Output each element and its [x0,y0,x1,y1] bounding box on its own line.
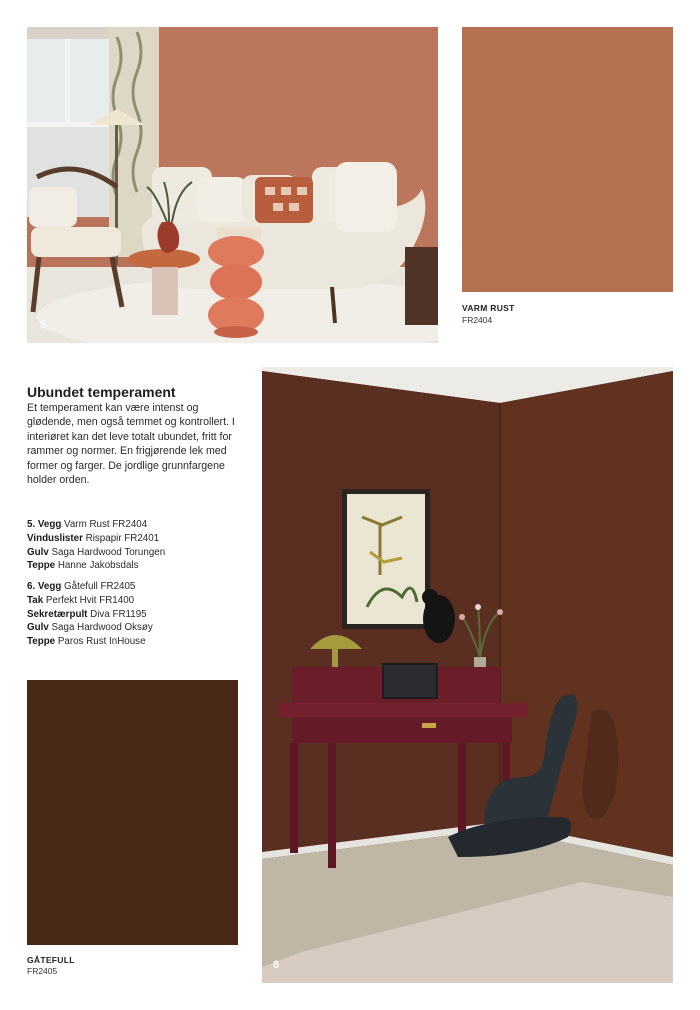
credits-photo-6 [27,580,247,649]
credit-value: Rispapir FR2401 [85,532,160,544]
color-swatch-varm-rust [462,27,673,292]
swatch-code: FR2405 [27,966,58,976]
credit-value: Hanne Jakobsdals [57,560,139,572]
photo-number: 6 [273,959,280,971]
color-swatch-gatefull [27,680,238,945]
swatch-code: FR2404 [462,315,493,325]
credit-line [27,594,247,608]
credit-line [27,635,247,649]
swatch-name: VARM RUST [462,303,515,313]
office-illustration [262,367,673,983]
credit-label: Gulv [27,622,49,634]
credit-value: Paros Rust InHouse [57,636,146,648]
office-photo [262,367,673,983]
credit-value: Gåtefull FR2405 [64,581,136,592]
living-room-illustration [27,27,438,343]
credit-label: 5. Vegg [27,519,62,530]
article-title: Ubundet temperament [27,384,176,400]
credit-line [27,546,247,560]
credit-line [27,518,247,532]
credit-line [27,580,247,594]
living-room-photo [27,27,438,343]
credit-value: Saga Hardwood Torungen [51,546,166,558]
article-body: Et temperament kan være intenst og glødende, men også temmet og kontrollert. I interiøret kan det leve totalt ubundet, fritt for rammer og normer. En frigjørende lek med former og farger. De jordlige grunnfargene holder orden. [27,402,235,487]
credit-line [27,532,247,546]
credit-label: Gulv [27,546,49,558]
credit-value: Saga Hardwood Oksøy [51,622,153,634]
photo-number: 5 [40,319,47,331]
credit-line [27,559,247,573]
credit-line [27,608,247,622]
credit-value: Diva FR1195 [90,608,147,620]
credit-value: Perfekt Hvit FR1400 [45,594,135,606]
credit-label: Tak [27,594,44,606]
credit-label: Vinduslister [27,532,83,544]
credit-label: Teppe [27,636,56,648]
credit-label: 6. Vegg [27,581,62,592]
swatch-name: GÅTEFULL [27,955,75,965]
credit-label: Teppe [27,560,56,572]
credits-photo-5 [27,518,247,573]
credit-line [27,621,247,635]
credit-label: Sekretærpult [27,608,88,620]
credit-value: Varm Rust FR2404 [64,519,148,530]
